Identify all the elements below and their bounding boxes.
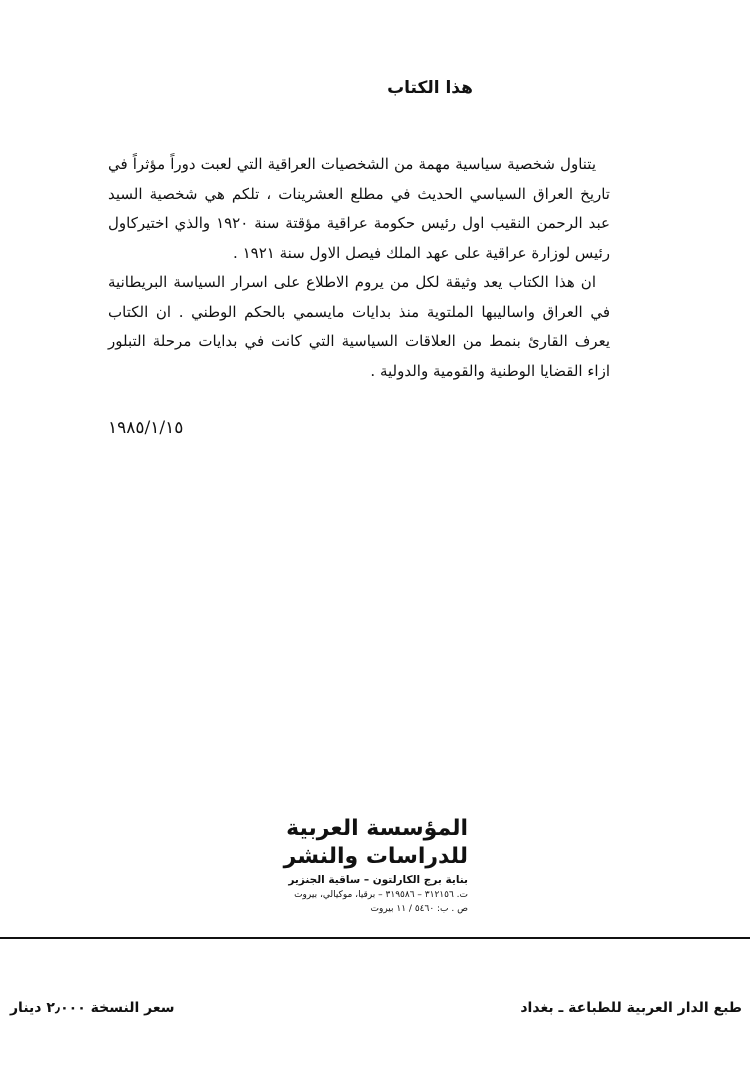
publisher-phone: ت. ٣١٢١٥٦ – ٣١٩٥٨٦ – برقيا، موكيالي، بيروت	[294, 890, 468, 900]
publisher-address: بناية برج الكارلتون – ساقية الجنزير	[288, 874, 468, 886]
footer-divider	[0, 937, 750, 939]
page-title: هذا الكتاب	[387, 78, 473, 98]
date: ١٩٨٥/١/١٥	[108, 418, 184, 438]
printer-credit: طبع الدار العربية للطباعة ـ بغداد	[520, 1000, 742, 1016]
book-description	[108, 150, 610, 386]
paragraph-2: ان هذا الكتاب يعد وثيقة لكل من يروم الاطلاع على اسرار السياسة البريطانية في العراق واساليبها الملتوية منذ بدايات مايسمي بالحكم الوطني . ان الكتاب يعرف القارئ بنمط من العلاقات السياسية التي كانت في بدايات مرحلة التبلور ازاء القضايا الوطنية والقومية والدولية .	[108, 273, 610, 380]
publisher-pobox: ص . ب: ٥٤٦٠ / ١١ بيروت	[370, 904, 468, 914]
publisher-name-line2: للدراسات والنشر	[283, 844, 468, 869]
paragraph-1: يتناول شخصية سياسية مهمة من الشخصيات العراقية التي لعبت دوراً مؤثراً في تاريخ العراق السياسي الحديث في مطلع العشرينات ، تلكم هي شخصية السيد عبد الرحمن النقيب اول رئيس حكومة عراقية مؤقتة سنة ١٩٢٠ والذي اختيركاول رئيس لوزارة عراقية على عهد الملك فيصل الاول سنة ١٩٢١ .	[108, 155, 610, 262]
publisher-name-line1: المؤسسة العربية	[286, 816, 468, 841]
publisher-imprint	[268, 815, 468, 916]
copy-price: سعر النسخة ٢٫٠٠٠ دينار	[10, 1000, 175, 1016]
